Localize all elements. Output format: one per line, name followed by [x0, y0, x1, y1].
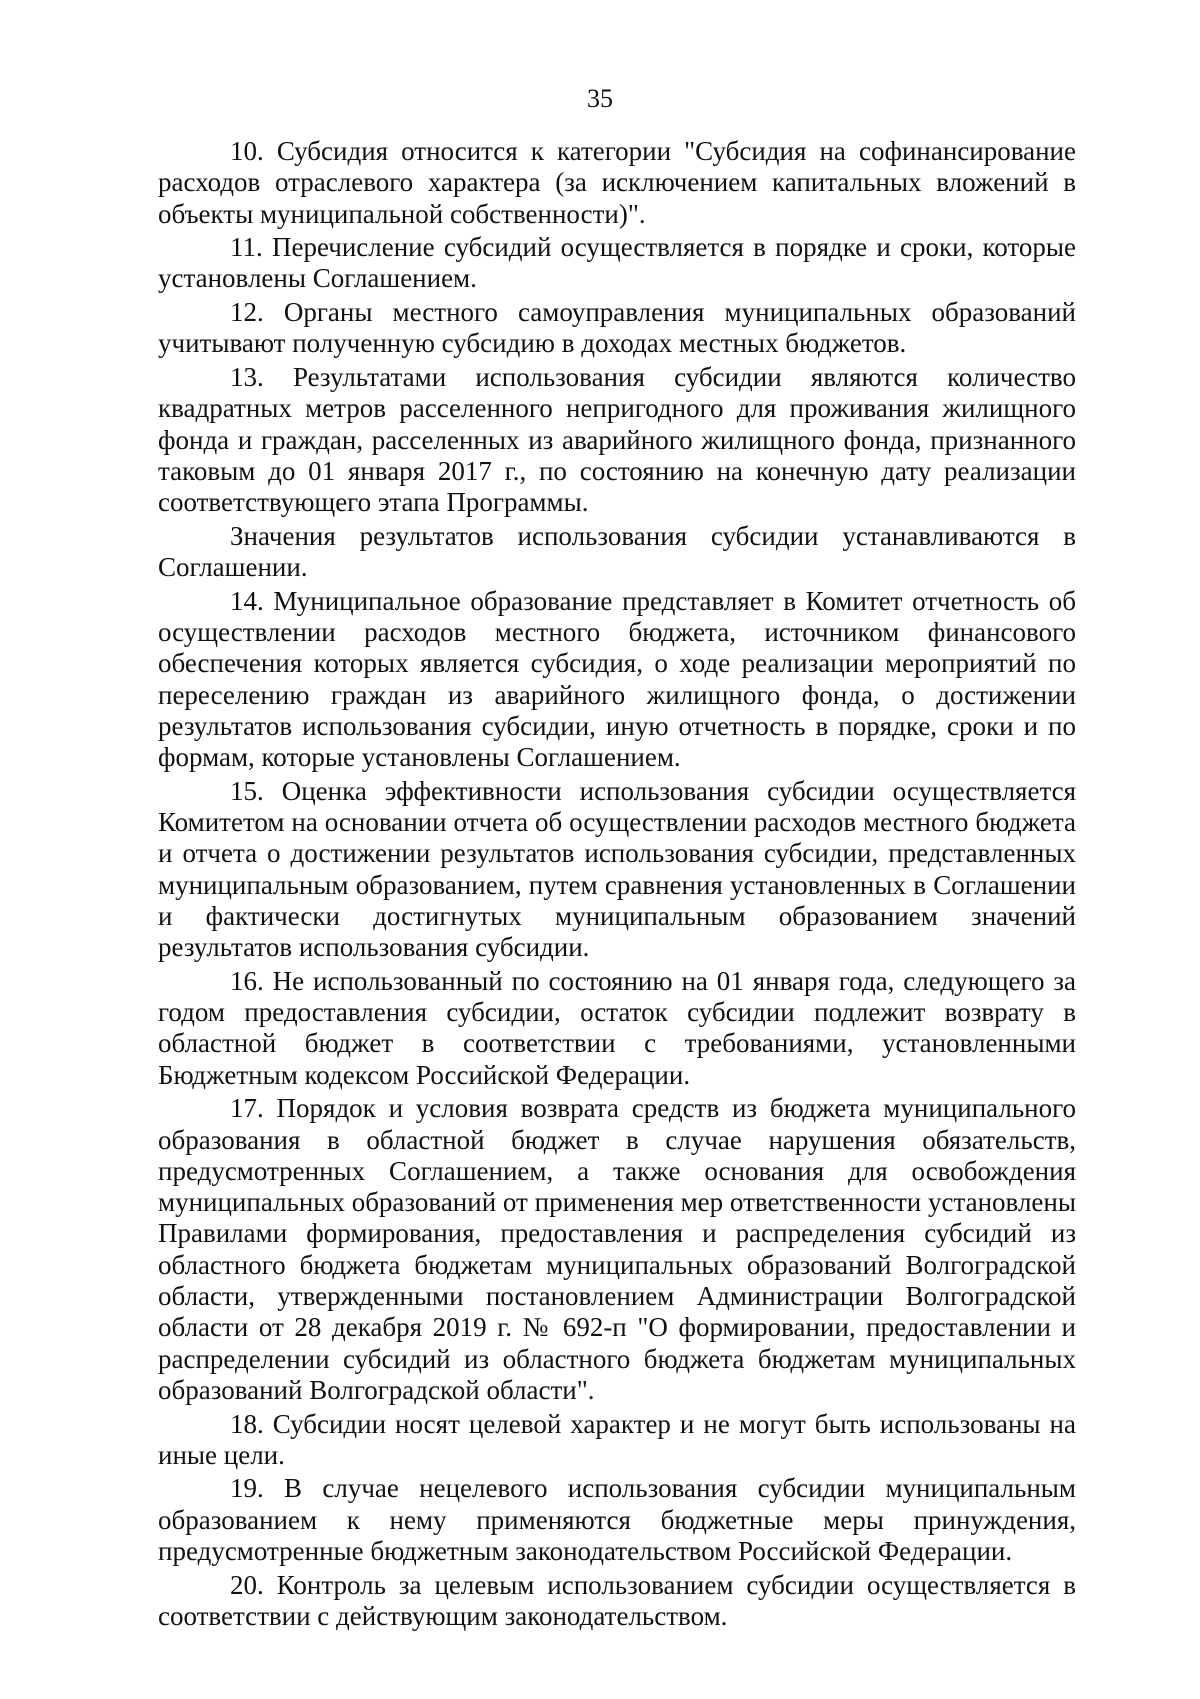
- paragraph-13-values: Значения результатов использования субсидии устанавливаются в Соглашении.: [158, 520, 1076, 583]
- paragraph-13: 13. Результатами использования субсидии являются количество квадратных метров расселенного непригодного для проживания жилищного фонда и граждан, расселенных из аварийного жилищного фонда, признанного таковым до 01 января 2017 г., по состоянию на конечную дату реализации соответствующего этапа Программы.: [158, 361, 1076, 518]
- paragraph-17: 17. Порядок и условия возврата средств из бюджета муниципального образования в областной бюджет в случае нарушения обязательств, предусмотренных Соглашением, а также основания для освобождения муниципальных образований от применения мер ответственности установлены Правилами формирования, предоставления и распределения субсидий из областного бюджета бюджетам муниципальных образований Волгоградской области, утвержденными постановлением Администрации Волгоградской области от 28 декабря 2019 г. № 692-п "О формировании, предоставлении и распределении субсидий из областного бюджета бюджетам муниципальных образований Волгоградской области".: [158, 1093, 1076, 1405]
- document-body: [158, 136, 1076, 1635]
- paragraph-15: 15. Оценка эффективности использования субсидии осуществляется Комитетом на основании отчета об осуществлении расходов местного бюджета и отчета о достижении результатов использования субсидии, представленных муниципальным образованием, путем сравнения установленных в Соглашении и фактически достигнутых муниципальным образованием значений результатов использования субсидии.: [158, 775, 1076, 963]
- paragraph-11: 11. Перечисление субсидий осуществляется в порядке и сроки, которые установлены Соглашением.: [158, 232, 1076, 294]
- paragraph-12: 12. Органы местного самоуправления муниципальных образований учитывают полученную субсидию в доходах местных бюджетов.: [158, 297, 1076, 359]
- paragraph-19: 19. В случае нецелевого использования субсидии муниципальным образованием к нему применяются бюджетные меры принуждения, предусмотренные бюджетным законодательством Российской Федерации.: [158, 1473, 1076, 1567]
- paragraph-20: 20. Контроль за целевым использованием субсидии осуществляется в соответствии с действующим законодательством.: [158, 1569, 1076, 1631]
- paragraph-10: 10. Субсидия относится к категории "Субсидия на софинансирование расходов отраслевого характера (за исключением капитальных вложений в объекты муниципальной собственности)".: [158, 136, 1076, 229]
- paragraph-14: 14. Муниципальное образование представляет в Комитет отчетность об осуществлении расходов местного бюджета, источником финансового обеспечения которых является субсидия, о ходе реализации мероприятий по переселению граждан из аварийного жилищного фонда, о достижении результатов использования субсидии, иную отчетность в порядке, сроки и по формам, которые установлены Соглашением.: [158, 585, 1076, 773]
- paragraph-16: 16. Не использованный по состоянию на 01 января года, следующего за годом предоставления субсидии, остаток субсидии подлежит возврату в областной бюджет в соответствии с требованиями, установленными Бюджетным кодексом Российской Федерации.: [158, 965, 1076, 1090]
- paragraph-18: 18. Субсидии носят целевой характер и не могут быть использованы на иные цели.: [158, 1408, 1076, 1470]
- page-number: 35: [587, 84, 613, 113]
